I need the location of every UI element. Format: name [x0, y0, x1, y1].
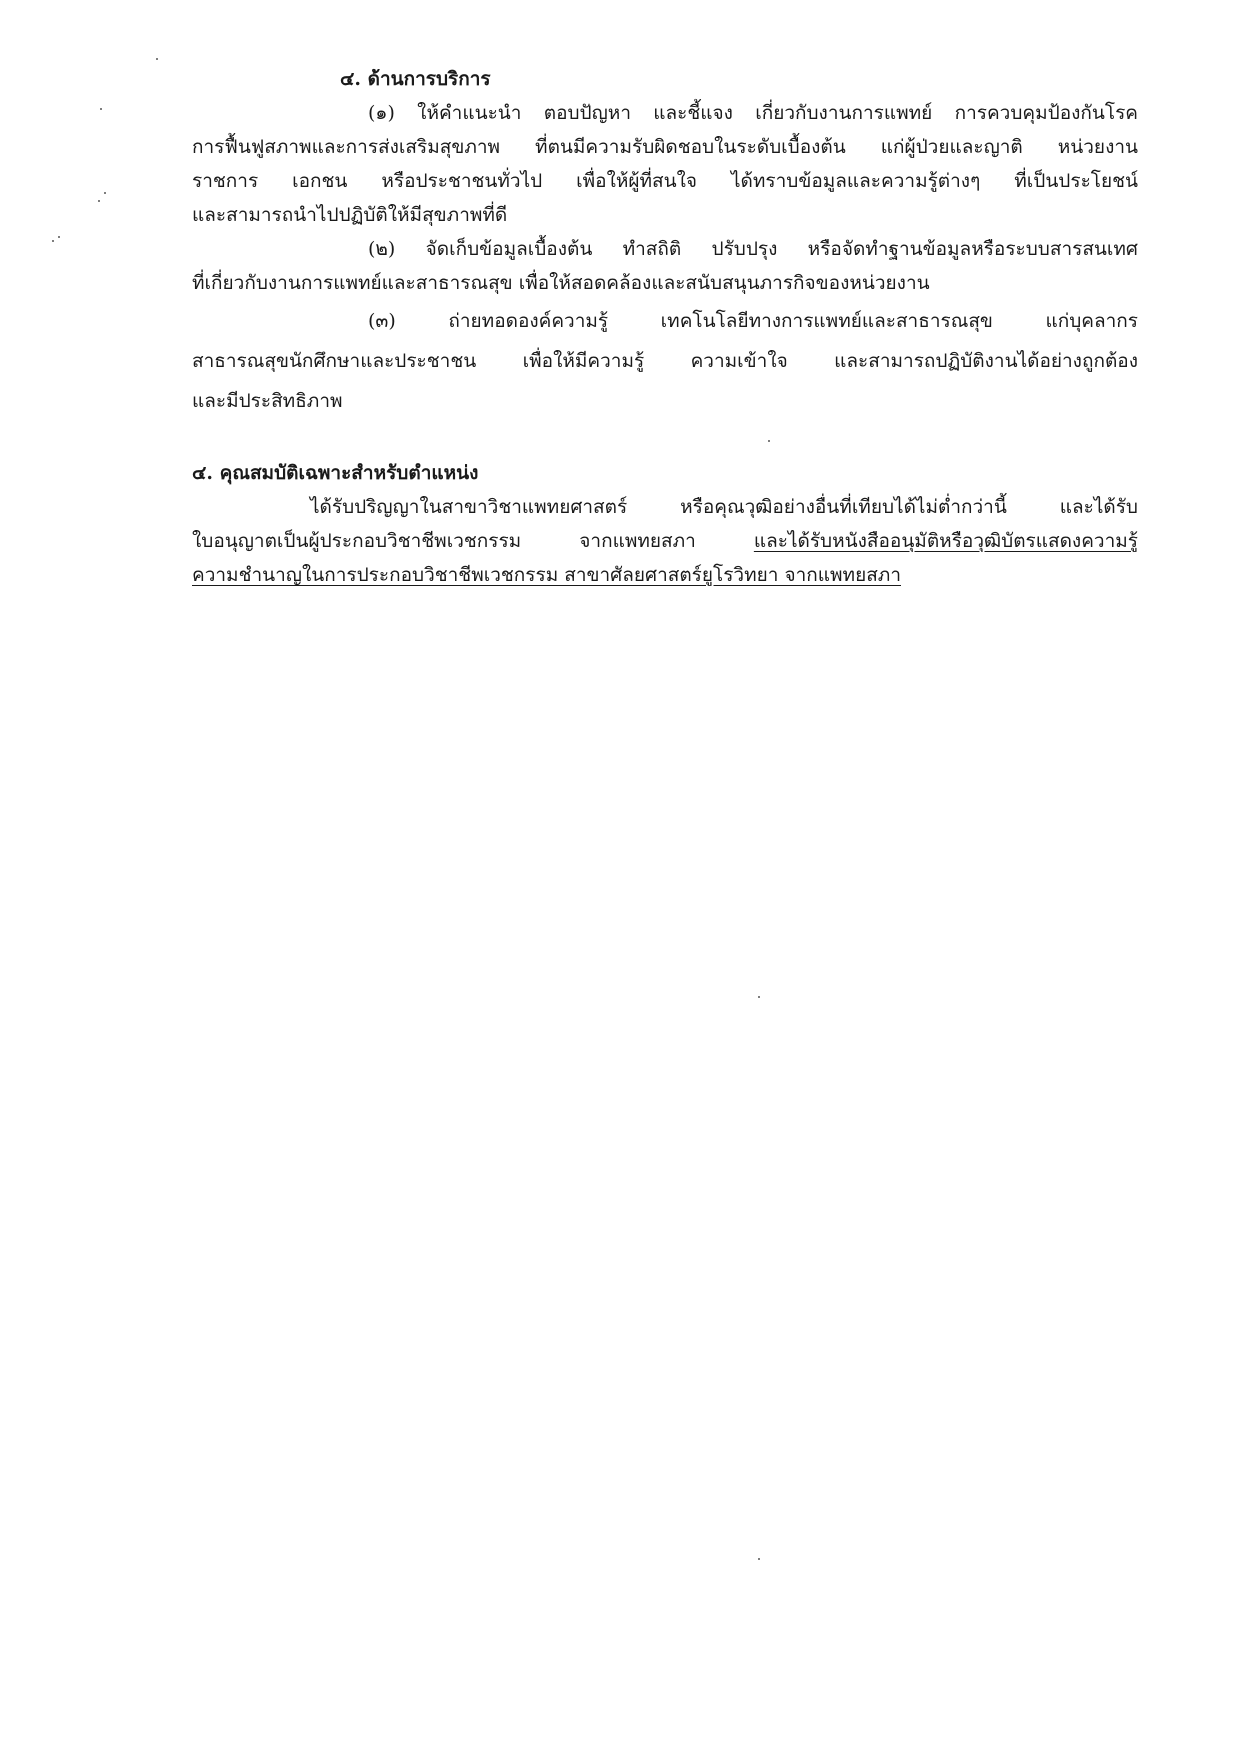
service-item-2-line-2: ที่เกี่ยวกับงานการแพทย์และสาธารณสุข เพื่อให้สอดคล้องและสนับสนุนภารกิจของหน่วยงาน	[192, 272, 930, 294]
scan-speck	[98, 200, 100, 202]
qualification-line-2-underlined: และได้รับหนังสืออนุมัติหรือวุฒิบัตรแสดงความรู้	[753, 530, 1138, 552]
scan-speck	[58, 236, 60, 238]
qualification-line-2-plain: ใบอนุญาตเป็นผู้ประกอบวิชาชีพเวชกรรม จากแพทยสภา	[192, 530, 754, 552]
qualification-line-2	[192, 524, 1138, 558]
service-item-1-line-3: ราชการ เอกชน หรือประชาชนทั่วไป เพื่อให้ผู้ที่สนใจ ได้ทราบข้อมูลและความรู้ต่างๆ ที่เป็นประโยชน์	[192, 170, 1138, 192]
qualification-line-3-underlined: ความชำนาญในการประกอบวิชาชีพเวชกรรม สาขาศัลยศาสตร์ยูโรวิทยา จากแพทยสภา	[192, 564, 901, 586]
scan-speck	[156, 58, 158, 60]
document-body	[192, 62, 1138, 592]
service-item-3-line-3: และมีประสิทธิภาพ	[192, 390, 343, 412]
service-item-2-line-1: (๒) จัดเก็บข้อมูลเบื้องต้น ทำสถิติ ปรับปรุง หรือจัดทำฐานข้อมูลหรือระบบสารสนเทศ	[368, 238, 1138, 260]
scan-speck	[52, 240, 54, 242]
qualification-line-3	[192, 558, 1138, 592]
qualification-line-1: ได้รับปริญญาในสาขาวิชาแพทยศาสตร์ หรือคุณวุฒิอย่างอื่นที่เทียบได้ไม่ต่ำกว่านี้ และได้รับ	[310, 496, 1138, 518]
service-item-1-line-4: และสามารถนำไปปฏิบัติให้มีสุขภาพที่ดี	[192, 204, 508, 226]
scan-speck	[100, 108, 102, 110]
service-item-3-line-2: สาธารณสุขนักศึกษาและประชาชน เพื่อให้มีความรู้ ความเข้าใจ และสามารถปฏิบัติงานได้อย่างถูกต้อง	[192, 350, 1138, 372]
service-item-1-line-1: (๑) ให้คำแนะนำ ตอบปัญหา และชี้แจง เกี่ยวกับงานการแพทย์ การควบคุมป้องกันโรค	[368, 102, 1138, 124]
section-heading-qualification: ๔. คุณสมบัติเฉพาะสำหรับตำแหน่ง	[192, 462, 479, 484]
scan-speck	[758, 1558, 760, 1560]
section-heading-service: ๔. ด้านการบริการ	[340, 68, 491, 90]
scan-speck	[104, 192, 106, 194]
scan-speck	[758, 996, 760, 998]
service-item-3-line-1: (๓) ถ่ายทอดองค์ความรู้ เทคโนโลยีทางการแพทย์และสาธารณสุข แก่บุคลากร	[368, 310, 1138, 332]
service-item-1-line-2: การฟื้นฟูสภาพและการส่งเสริมสุขภาพ ที่ตนมีความรับผิดชอบในระดับเบื้องต้น แก่ผู้ป่วยและญาติ หน่วยงาน	[192, 136, 1138, 158]
